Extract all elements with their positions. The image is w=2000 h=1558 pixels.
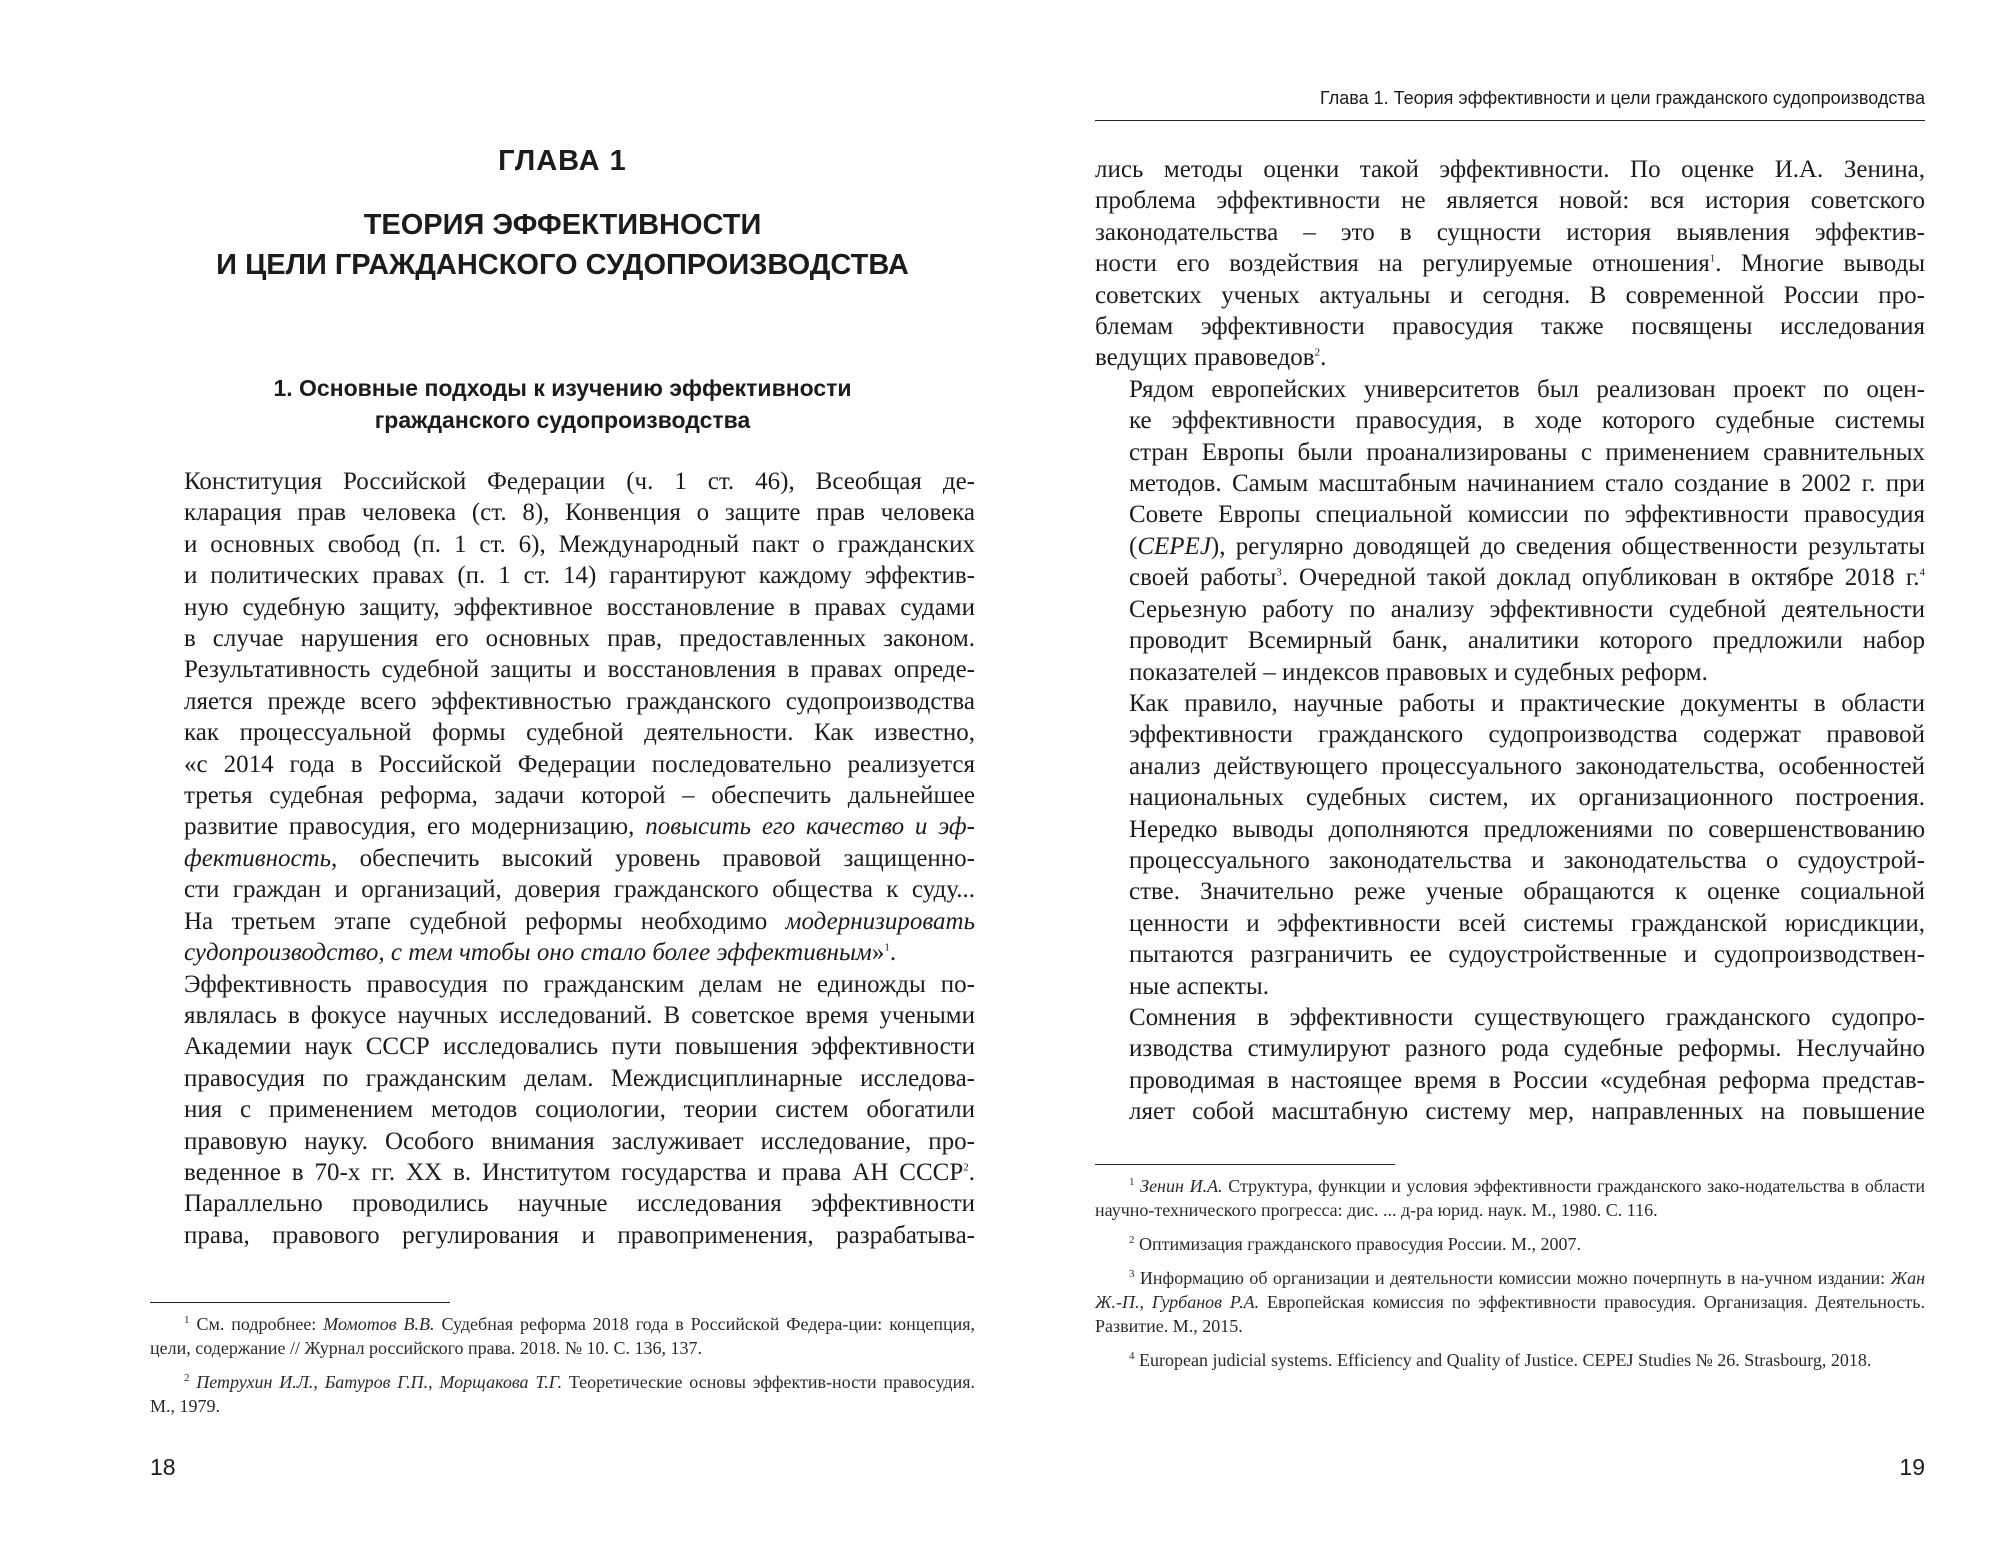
footnote: [1095, 1266, 1925, 1338]
page-number: 19: [1899, 1454, 1925, 1480]
text-line: Рядом европейских университетов был реализован проект по оцен-: [1129, 375, 1925, 403]
text-line: Результативность судебной защиты и восстановления в правах опреде-: [184, 656, 975, 684]
text-line: Как правило, научные работы и практические документы в области: [1129, 689, 1925, 717]
text-line: кларация прав человека (ст. 8), Конвенция о защите прав человека: [184, 499, 975, 527]
text-line: Совете Европы специальной комиссии по эффективности правосудия: [1129, 501, 1925, 529]
footnote: [1095, 1348, 1925, 1372]
footnote-text: Оптимизация гражданского правосудия России. М., 2007.: [1139, 1234, 1582, 1254]
text-line: проблема эффективности не является новой: вся история советского: [1095, 187, 1925, 215]
text-line: Параллельно проводились научные исследования эффективности: [184, 1190, 975, 1218]
text-line: блемам эффективности правосудия также посвящены исследования: [1095, 313, 1925, 341]
text-line: методов. Самым масштабным начинанием стало создание в 2002 г. при: [1129, 470, 1925, 498]
paragraph: [150, 466, 975, 969]
right-footnotes: [1095, 1174, 1925, 1382]
text-line: и основных свобод (п. 1 ст. 6), Международный пакт о гражданских: [184, 530, 975, 558]
text-line: лись методы оценки такой эффективности. По оценке И.А. Зенина,: [1095, 156, 1925, 183]
left-body-text: [150, 466, 975, 1251]
text-line: пытаются разграничить ее судоустройственные и судопроизводствен-: [1129, 941, 1925, 969]
footnote-text: Европейская комиссия по эффективности правосудия. Организация. Деятельность. Развитие. М., 2015.: [1095, 1292, 1925, 1336]
text-line: [1095, 248, 1925, 279]
footnote-marker: 1: [184, 1314, 190, 1326]
right-page: [1000, 0, 2000, 1558]
paragraph: [1095, 154, 1925, 374]
text-line: ляет собой масштабную систему мер, направленных на повышение: [1129, 1098, 1925, 1126]
header-divider: [1095, 120, 1925, 121]
footnote: [150, 1312, 975, 1360]
text-line: Академии наук СССР исследовались пути повышения эффективности: [184, 1033, 975, 1061]
footnote-marker: 2: [184, 1372, 190, 1384]
text-line: стран Европы были проанализированы с применением сравнительных: [1129, 438, 1925, 466]
italic-text: судопроизводство, с тем чтобы оно стало более эффективным: [184, 939, 872, 967]
footnote-divider: [150, 1302, 450, 1303]
paragraph: [1095, 688, 1925, 1002]
text-fragment: »: [871, 939, 885, 967]
text-line: третья судебная реформа, задачи которой – обеспечить дальнейшее: [184, 782, 975, 810]
footnote-ref[interactable]: 4: [1919, 566, 1925, 579]
footnote-ref[interactable]: 3: [1276, 566, 1282, 579]
section-title-line: гражданского судопроизводства: [374, 407, 751, 433]
text-line: [150, 843, 975, 874]
chapter-label: ГЛАВА 1: [498, 145, 627, 177]
italic-text: модернизировать: [785, 907, 975, 935]
text-line: [1095, 531, 1925, 562]
text-line: ния с применением методов социологии, теории систем обогатили: [184, 1096, 975, 1124]
italic-text: фективность: [184, 844, 332, 872]
footnote-marker: 1: [1129, 1176, 1135, 1188]
italic-text: повысить его качество и эф-: [645, 813, 976, 841]
text-fragment: ), регулярно доводящей до сведения общественности результаты: [1210, 532, 1925, 560]
footnote: [1095, 1174, 1925, 1222]
text-line: Эффективность правосудия по гражданским делам не единожды по-: [184, 970, 975, 998]
text-line: [150, 906, 975, 937]
footnote-author: Жан Ж.-П., Гурбанов Р.А.: [1095, 1268, 1926, 1312]
footnote-ref[interactable]: 2: [1314, 347, 1321, 360]
footnote-author: Петрухин И.Л., Батуров Г.П., Морщакова Т.Г.: [196, 1372, 563, 1392]
text-line: процессуального законодательства и законодательства о судоустрой-: [1129, 846, 1925, 874]
text-line: законодательства – это в сущности история выявления эффектив-: [1095, 218, 1925, 246]
text-line: проводит Всемирный банк, аналитики которого предложили набор: [1129, 627, 1925, 655]
text-line: [150, 811, 975, 842]
footnote-ref[interactable]: 2: [963, 1161, 969, 1174]
text-line: Нередко выводы дополняются предложениями по совершенствованию: [1129, 815, 1925, 843]
footnote-prefix: Информацию об организации и деятельности комиссии можно почерпнуть в на-учном издании:: [1139, 1268, 1891, 1288]
text-line: веденное в 70-х гг. XX в. Институтом государства и права АН СССР$^2$.: [184, 1158, 975, 1186]
section-title: [150, 372, 975, 436]
running-head: Глава 1. Теория эффективности и цели гражданского судопроизводства: [1319, 88, 1925, 108]
page-number: 18: [150, 1454, 176, 1480]
chapter-title-line: И ЦЕЛИ ГРАЖДАНСКОГО СУДОПРОИЗВОДСТВА: [216, 249, 909, 281]
text-line: являлась в фокусе научных исследований. В советское время учеными: [184, 1001, 975, 1029]
footnote-text: European judicial systems. Efficiency and Quality of Justice. CEPEJ Studies № 26. Strasbourg, 2018.: [1139, 1350, 1872, 1370]
text-line: Серьезную работу по анализу эффективности судебной деятельности: [1129, 595, 1925, 623]
text-line: Сомнения в эффективности существующего гражданского судопро-: [1129, 1003, 1925, 1031]
footnote-text: Судебная реформа 2018 года в Российской Федера-ции: концепция, цели, содержание // Журнал российского права. 2018. № 10. С. 136, 137.: [150, 1314, 976, 1358]
text-fragment: . Очередной такой доклад опубликован в октябре 2018 г.: [1281, 564, 1920, 592]
footnote-ref[interactable]: 1: [1709, 252, 1716, 265]
section-title-line: 1. Основные подходы к изучению эффективности: [273, 375, 852, 401]
text-line: [1095, 562, 1925, 593]
text-fragment: веденное в 70-х гг. XX в. Институтом государства и права АН СССР: [184, 1158, 964, 1186]
text-line: национальных судебных систем, их организационного построения.: [1129, 784, 1925, 812]
text-line: стве. Значительно реже ученые обращаются к оценке социальной: [1129, 878, 1925, 906]
footnote-marker: 3: [1129, 1268, 1135, 1280]
text-fragment: , обеспечить высокий уровень правовой защищенно-: [331, 844, 975, 872]
paragraph: [150, 969, 975, 1252]
footnote-text: Структура, функции и условия эффективности гражданского зако-нодательства в области научно-технического прогресса: дис. ... д-ра юрид. наук. М., 1980. С. 116.: [1095, 1176, 1926, 1220]
text-line: изводства стимулируют разного рода судебные реформы. Неслучайно: [1129, 1035, 1925, 1063]
footnote-marker: 2: [1129, 1234, 1135, 1246]
paragraph: [1095, 374, 1925, 688]
text-line: ценности и эффективности всей системы гражданской юрисдикции,: [1129, 909, 1925, 937]
footnote-author: Зенин И.А.: [1140, 1176, 1223, 1196]
text-fragment: своей работы: [1129, 564, 1277, 592]
text-fragment: На третьем этапе судебной реформы необходимо: [184, 907, 768, 935]
text-line: правосудия по гражданским делам. Междисциплинарные исследова-: [184, 1064, 975, 1092]
footnote-prefix: См. подробнее:: [196, 1314, 324, 1334]
chapter-title-line: ТЕОРИЯ ЭФФЕКТИВНОСТИ: [363, 209, 762, 241]
text-line: эффективности гражданского судопроизводства содержат правовой: [1129, 721, 1925, 749]
text-fragment: ности его воздействия на регулируемые отношения: [1095, 250, 1710, 278]
footnote: [1095, 1232, 1925, 1256]
footnote-author: Момотов В.В.: [323, 1314, 435, 1334]
text-line: анализ действующего процессуального законодательства, особенностей: [1129, 752, 1925, 780]
text-line: ную судебную защиту, эффективное восстановление в правах судами: [184, 593, 975, 621]
text-line: ные аспекты.: [1129, 972, 1269, 1000]
footnote-divider: [1095, 1164, 1395, 1165]
text-line: как процессуальной формы судебной деятельности. Как известно,: [184, 719, 975, 747]
text-line: проводимая в настоящее время в России «судебная реформа представ-: [1129, 1066, 1925, 1094]
text-line: «с 2014 года в Российской Федерации последовательно реализуется: [184, 750, 975, 778]
text-line: и политических правах (п. 1 ст. 14) гарантируют каждому эффектив-: [184, 562, 975, 590]
text-fragment: развитие правосудия, его модернизацию,: [184, 813, 635, 841]
footnote: [150, 1370, 975, 1418]
paragraph: [1095, 1002, 1925, 1128]
text-line: правовую науку. Особого внимания заслуживает исследование, про-: [184, 1127, 975, 1155]
text-line: судопроизводство, с тем чтобы оно стало более эффективным»$^1$.: [184, 939, 897, 967]
text-line: Конституция Российской Федерации (ч. 1 ст. 46), Всеобщая де-: [184, 468, 975, 495]
text-line: показателей – индексов правовых и судебных реформ.: [1129, 658, 1708, 686]
text-line: советских ученых актуальны и сегодня. В современной России про-: [1095, 281, 1925, 309]
text-fragment: (: [1129, 532, 1138, 560]
chapter-title: [150, 205, 975, 285]
text-line: права, правового регулирования и правоприменения, разрабатыва-: [184, 1221, 975, 1249]
footnote-text: Теоретические основы эффектив-ности правосудия. М., 1979.: [150, 1372, 975, 1416]
text-line: ке эффективности правосудия, в ходе которого судебные системы: [1129, 407, 1925, 435]
italic-text: CEPEJ: [1137, 532, 1211, 560]
text-fragment: . Многие выводы: [1715, 250, 1925, 278]
right-body-text: [1095, 154, 1925, 1128]
text-line: сти граждан и организаций, доверия гражданского общества к суду...: [184, 876, 975, 904]
text-line: в случае нарушения его основных прав, предоставленных законом.: [184, 625, 975, 653]
text-line: ляется прежде всего эффективностью гражданского судопроизводства: [184, 687, 975, 715]
footnote-marker: 4: [1129, 1350, 1135, 1362]
text-fragment: ведущих правоведов: [1095, 344, 1315, 372]
left-footnotes: [150, 1312, 975, 1428]
footnote-ref[interactable]: 1: [884, 941, 890, 954]
text-line: ведущих правоведов$^2$.: [1095, 344, 1327, 372]
